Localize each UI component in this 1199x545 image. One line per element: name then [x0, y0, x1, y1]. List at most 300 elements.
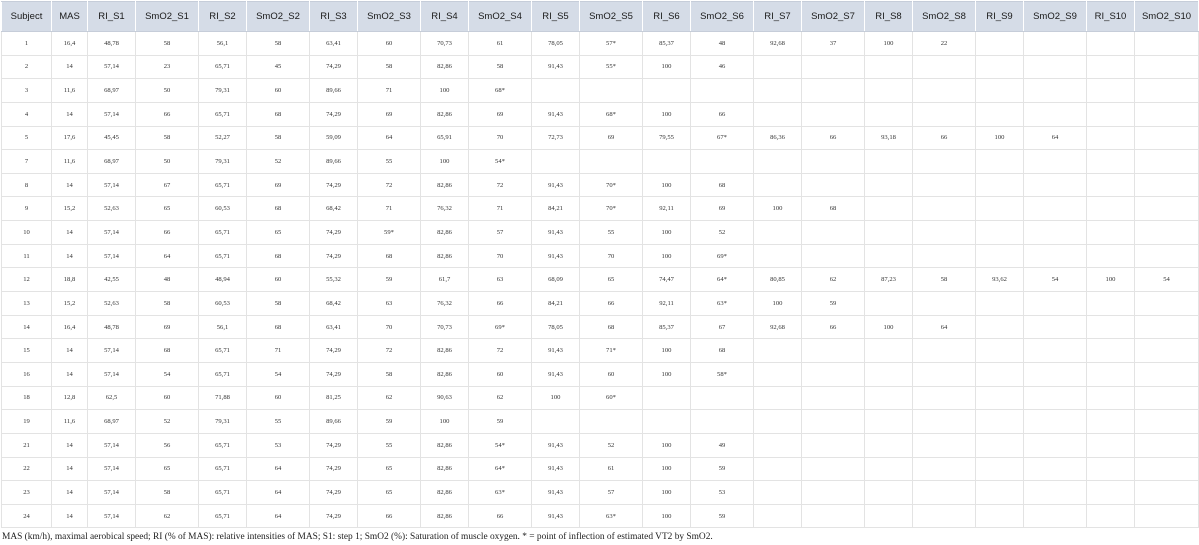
- table-cell: 71: [247, 339, 310, 363]
- table-cell: 14: [52, 504, 88, 528]
- table-cell: 70: [580, 244, 643, 268]
- table-cell: [1135, 244, 1199, 268]
- table-cell: 56,1: [199, 32, 247, 56]
- table-cell: 52,27: [199, 126, 247, 150]
- table-cell: 68*: [469, 79, 532, 103]
- table-cell: 57: [580, 481, 643, 505]
- table-cell: 85,37: [643, 315, 691, 339]
- table-cell: 58: [136, 481, 199, 505]
- table-cell: [1135, 102, 1199, 126]
- table-cell: 69: [469, 102, 532, 126]
- table-cell: 68,97: [88, 410, 136, 434]
- table-cell: [802, 457, 865, 481]
- table-cell: 68: [802, 197, 865, 221]
- table-cell: 55: [580, 221, 643, 245]
- table-cell: 60,53: [199, 292, 247, 316]
- column-header: RI_S9: [976, 2, 1024, 32]
- column-header: SmO2_S2: [247, 2, 310, 32]
- table-cell: [754, 386, 802, 410]
- table-cell: [1135, 481, 1199, 505]
- table-cell: 79,31: [199, 79, 247, 103]
- table-row: [2, 268, 1199, 292]
- table-cell: 100: [643, 55, 691, 79]
- table-cell: 82,86: [421, 102, 469, 126]
- table-cell: [913, 362, 976, 386]
- table-cell: 19: [2, 410, 52, 434]
- table-cell: 50: [136, 79, 199, 103]
- table-cell: 72: [469, 173, 532, 197]
- table-cell: 63,41: [310, 32, 358, 56]
- table-cell: [976, 362, 1024, 386]
- table-cell: [1087, 173, 1135, 197]
- table-cell: [865, 102, 913, 126]
- table-cell: 52: [247, 150, 310, 174]
- table-cell: 66: [580, 292, 643, 316]
- table-cell: 15: [2, 339, 52, 363]
- table-cell: 63*: [469, 481, 532, 505]
- table-cell: [754, 410, 802, 434]
- table-cell: 68: [247, 244, 310, 268]
- table-cell: [1135, 221, 1199, 245]
- table-cell: 91,43: [532, 102, 580, 126]
- table-cell: 100: [643, 339, 691, 363]
- table-cell: [802, 481, 865, 505]
- table-cell: 53: [247, 433, 310, 457]
- table-cell: 100: [421, 150, 469, 174]
- column-header: RI_S1: [88, 2, 136, 32]
- table-cell: [913, 457, 976, 481]
- table-cell: [1024, 339, 1087, 363]
- table-cell: 100: [754, 197, 802, 221]
- table-cell: 57,14: [88, 504, 136, 528]
- table-cell: [802, 410, 865, 434]
- table-cell: 54*: [469, 433, 532, 457]
- table-cell: [754, 221, 802, 245]
- table-cell: 100: [643, 362, 691, 386]
- table-cell: 60: [580, 362, 643, 386]
- table-cell: 82,86: [421, 221, 469, 245]
- table-cell: 62: [136, 504, 199, 528]
- table-cell: 45: [247, 55, 310, 79]
- table-cell: 54: [136, 362, 199, 386]
- table-cell: 48,94: [199, 268, 247, 292]
- table-cell: [976, 244, 1024, 268]
- table-cell: 65,91: [421, 126, 469, 150]
- table-cell: [865, 55, 913, 79]
- table-cell: 52: [691, 221, 754, 245]
- table-cell: [754, 362, 802, 386]
- column-header: RI_S10: [1087, 2, 1135, 32]
- table-cell: 49: [691, 433, 754, 457]
- table-cell: 64: [913, 315, 976, 339]
- table-cell: 79,31: [199, 410, 247, 434]
- table-cell: 82,86: [421, 457, 469, 481]
- column-header: Subject: [2, 2, 52, 32]
- table-header: [2, 2, 1199, 32]
- table-cell: 93,62: [976, 268, 1024, 292]
- table-cell: 100: [643, 102, 691, 126]
- table-cell: 18,8: [52, 268, 88, 292]
- table-cell: [1087, 79, 1135, 103]
- table-cell: [913, 339, 976, 363]
- table-cell: 14: [52, 362, 88, 386]
- table-cell: [1087, 244, 1135, 268]
- table-cell: [976, 221, 1024, 245]
- table-cell: 70,73: [421, 315, 469, 339]
- table-cell: 67: [136, 173, 199, 197]
- column-header: RI_S6: [643, 2, 691, 32]
- table-cell: 64: [247, 504, 310, 528]
- table-cell: [1087, 410, 1135, 434]
- table-cell: 59: [802, 292, 865, 316]
- table-cell: 91,43: [532, 55, 580, 79]
- table-cell: 14: [52, 221, 88, 245]
- table-cell: [1024, 504, 1087, 528]
- table-cell: 63,41: [310, 315, 358, 339]
- table-cell: [802, 150, 865, 174]
- table-cell: 22: [2, 457, 52, 481]
- table-cell: 92,11: [643, 292, 691, 316]
- column-header: RI_S8: [865, 2, 913, 32]
- column-header: RI_S4: [421, 2, 469, 32]
- table-cell: 68: [247, 102, 310, 126]
- table-cell: 100: [643, 221, 691, 245]
- table-cell: 57,14: [88, 481, 136, 505]
- table-cell: [691, 410, 754, 434]
- table-cell: [976, 102, 1024, 126]
- table-cell: 71: [469, 197, 532, 221]
- table-cell: 60: [247, 79, 310, 103]
- table-cell: [802, 504, 865, 528]
- table-cell: 74,29: [310, 504, 358, 528]
- table-cell: 56,1: [199, 315, 247, 339]
- table-cell: 82,86: [421, 362, 469, 386]
- table-row: [2, 292, 1199, 316]
- table-cell: 57,14: [88, 339, 136, 363]
- table-cell: 65,71: [199, 244, 247, 268]
- table-cell: 100: [643, 504, 691, 528]
- table-cell: 63: [358, 292, 421, 316]
- table-cell: 91,43: [532, 339, 580, 363]
- table-cell: 78,05: [532, 32, 580, 56]
- table-cell: 12,8: [52, 386, 88, 410]
- table-cell: [802, 79, 865, 103]
- table-cell: 71: [358, 79, 421, 103]
- table-cell: 3: [2, 79, 52, 103]
- table-cell: 55*: [580, 55, 643, 79]
- table-cell: [754, 102, 802, 126]
- table-cell: 80,85: [754, 268, 802, 292]
- table-cell: [754, 173, 802, 197]
- table-cell: [1087, 362, 1135, 386]
- column-header: SmO2_S8: [913, 2, 976, 32]
- table-cell: [532, 410, 580, 434]
- table-cell: 89,66: [310, 79, 358, 103]
- table-cell: 70,73: [421, 32, 469, 56]
- table-cell: 70: [469, 126, 532, 150]
- table-cell: [976, 79, 1024, 103]
- table-cell: 11: [2, 244, 52, 268]
- table-cell: 87,23: [865, 268, 913, 292]
- table-cell: 58*: [691, 362, 754, 386]
- table-cell: [1024, 481, 1087, 505]
- table-cell: 57,14: [88, 457, 136, 481]
- table-cell: 42,55: [88, 268, 136, 292]
- table-cell: 79,31: [199, 150, 247, 174]
- table-cell: [913, 244, 976, 268]
- table-cell: 2: [2, 55, 52, 79]
- table-cell: [1087, 55, 1135, 79]
- table-cell: [1087, 315, 1135, 339]
- table-cell: 57: [469, 221, 532, 245]
- table-cell: 8: [2, 173, 52, 197]
- table-cell: 74,29: [310, 102, 358, 126]
- table-cell: 65,71: [199, 481, 247, 505]
- table-cell: 18: [2, 386, 52, 410]
- table-cell: [1087, 197, 1135, 221]
- table-cell: 63*: [691, 292, 754, 316]
- table-row: [2, 126, 1199, 150]
- table-cell: [754, 481, 802, 505]
- table-cell: 58: [469, 55, 532, 79]
- table-cell: 14: [52, 339, 88, 363]
- table-cell: [1024, 244, 1087, 268]
- table-cell: [754, 55, 802, 79]
- table-cell: [913, 79, 976, 103]
- table-cell: [976, 32, 1024, 56]
- table-cell: 91,43: [532, 457, 580, 481]
- table-cell: 74,29: [310, 433, 358, 457]
- table-cell: 52: [580, 433, 643, 457]
- table-cell: 23: [136, 55, 199, 79]
- table-cell: 65,71: [199, 504, 247, 528]
- table-cell: 50: [136, 150, 199, 174]
- table-cell: 69: [691, 197, 754, 221]
- table-cell: [913, 221, 976, 245]
- table-cell: [865, 244, 913, 268]
- table-cell: [913, 55, 976, 79]
- column-header: SmO2_S5: [580, 2, 643, 32]
- table-cell: 14: [52, 244, 88, 268]
- table-cell: 62,5: [88, 386, 136, 410]
- table-cell: [865, 292, 913, 316]
- table-cell: 91,43: [532, 481, 580, 505]
- table-cell: [976, 504, 1024, 528]
- table-cell: 74,47: [643, 268, 691, 292]
- table-cell: 100: [643, 244, 691, 268]
- table-cell: [1135, 55, 1199, 79]
- table-cell: 100: [421, 79, 469, 103]
- table-cell: 60*: [580, 386, 643, 410]
- table-cell: [976, 197, 1024, 221]
- table-cell: 58: [247, 32, 310, 56]
- table-cell: 64: [247, 457, 310, 481]
- table-cell: [1087, 221, 1135, 245]
- table-cell: [865, 504, 913, 528]
- table-cell: 64*: [469, 457, 532, 481]
- table-cell: [1135, 150, 1199, 174]
- table-cell: [1024, 386, 1087, 410]
- table-cell: 65,71: [199, 102, 247, 126]
- table-cell: 82,86: [421, 504, 469, 528]
- table-cell: 65,71: [199, 433, 247, 457]
- table-cell: [1024, 457, 1087, 481]
- table-cell: [976, 315, 1024, 339]
- table-cell: 74,29: [310, 457, 358, 481]
- table-cell: 12: [2, 268, 52, 292]
- table-cell: 91,43: [532, 362, 580, 386]
- table-cell: 14: [52, 102, 88, 126]
- table-cell: [913, 504, 976, 528]
- table-cell: 65: [136, 197, 199, 221]
- table-cell: 66: [802, 126, 865, 150]
- table-row: [2, 433, 1199, 457]
- table-cell: 62: [802, 268, 865, 292]
- table-body: [2, 32, 1199, 528]
- table-row: [2, 173, 1199, 197]
- table-cell: [802, 173, 865, 197]
- table-cell: 84,21: [532, 197, 580, 221]
- table-cell: 4: [2, 102, 52, 126]
- table-cell: [976, 386, 1024, 410]
- table-row: [2, 386, 1199, 410]
- table-cell: [865, 173, 913, 197]
- table-cell: 100: [643, 457, 691, 481]
- table-cell: [691, 150, 754, 174]
- table-cell: 100: [643, 173, 691, 197]
- table-cell: [754, 339, 802, 363]
- table-cell: [1024, 292, 1087, 316]
- table-cell: 74,29: [310, 339, 358, 363]
- table-cell: 58: [136, 32, 199, 56]
- table-cell: 60: [247, 268, 310, 292]
- table-cell: 15,2: [52, 197, 88, 221]
- table-cell: [643, 79, 691, 103]
- table-cell: 62: [358, 386, 421, 410]
- table-cell: 57*: [580, 32, 643, 56]
- column-header: SmO2_S3: [358, 2, 421, 32]
- table-cell: 60: [136, 386, 199, 410]
- table-cell: [1135, 339, 1199, 363]
- table-cell: 82,86: [421, 433, 469, 457]
- table-cell: [1024, 221, 1087, 245]
- table-cell: 86,36: [754, 126, 802, 150]
- table-cell: 66: [802, 315, 865, 339]
- table-cell: 74,29: [310, 173, 358, 197]
- table-cell: [976, 457, 1024, 481]
- table-cell: [913, 386, 976, 410]
- column-header: SmO2_S10: [1135, 2, 1199, 32]
- table-cell: [976, 173, 1024, 197]
- table-cell: [913, 292, 976, 316]
- table-cell: 66: [136, 102, 199, 126]
- table-cell: 64*: [691, 268, 754, 292]
- table-cell: 61,7: [421, 268, 469, 292]
- table-cell: 1: [2, 32, 52, 56]
- table-cell: 14: [52, 173, 88, 197]
- table-cell: 90,63: [421, 386, 469, 410]
- table-cell: 68,97: [88, 150, 136, 174]
- table-cell: 65,71: [199, 173, 247, 197]
- table-cell: 89,66: [310, 150, 358, 174]
- table-cell: 57,14: [88, 433, 136, 457]
- table-cell: 92,68: [754, 32, 802, 56]
- table-cell: 100: [976, 126, 1024, 150]
- table-cell: 74,29: [310, 362, 358, 386]
- table-cell: 68,42: [310, 197, 358, 221]
- table-cell: 70*: [580, 173, 643, 197]
- table-cell: [913, 150, 976, 174]
- table-cell: [865, 386, 913, 410]
- table-cell: 64: [1024, 126, 1087, 150]
- table-row: [2, 481, 1199, 505]
- table-cell: 48,78: [88, 315, 136, 339]
- table-cell: 76,32: [421, 197, 469, 221]
- table-cell: [976, 150, 1024, 174]
- table-cell: 92,11: [643, 197, 691, 221]
- table-cell: 60: [358, 32, 421, 56]
- table-cell: 59: [358, 410, 421, 434]
- table-cell: 84,21: [532, 292, 580, 316]
- table-cell: 66: [469, 292, 532, 316]
- table-cell: 82,86: [421, 55, 469, 79]
- table-cell: [1087, 150, 1135, 174]
- column-header: RI_S2: [199, 2, 247, 32]
- table-cell: 72: [358, 339, 421, 363]
- table-cell: [913, 481, 976, 505]
- table-row: [2, 315, 1199, 339]
- table-cell: [1087, 457, 1135, 481]
- table-cell: 59*: [358, 221, 421, 245]
- table-cell: [1135, 315, 1199, 339]
- table-cell: [976, 433, 1024, 457]
- table-cell: [1024, 173, 1087, 197]
- table-cell: [802, 433, 865, 457]
- table-cell: 37: [802, 32, 865, 56]
- table-cell: [1087, 433, 1135, 457]
- table-cell: 65,71: [199, 362, 247, 386]
- table-cell: [1135, 79, 1199, 103]
- table-cell: [1024, 79, 1087, 103]
- table-cell: 58: [358, 362, 421, 386]
- table-cell: 10: [2, 221, 52, 245]
- table-cell: [1024, 362, 1087, 386]
- table-cell: 21: [2, 433, 52, 457]
- table-cell: 58: [913, 268, 976, 292]
- table-cell: [754, 150, 802, 174]
- table-cell: 85,37: [643, 32, 691, 56]
- table-cell: 57,14: [88, 102, 136, 126]
- table-cell: [1087, 102, 1135, 126]
- table-cell: 76,32: [421, 292, 469, 316]
- table-cell: [580, 79, 643, 103]
- table-row: [2, 197, 1199, 221]
- table-cell: [580, 410, 643, 434]
- table-cell: 100: [1087, 268, 1135, 292]
- table-cell: [532, 79, 580, 103]
- table-cell: [1024, 55, 1087, 79]
- table-cell: [1135, 433, 1199, 457]
- table-cell: 65,71: [199, 457, 247, 481]
- table-cell: 13: [2, 292, 52, 316]
- table-cell: 68,09: [532, 268, 580, 292]
- table-cell: 58: [247, 126, 310, 150]
- table-cell: [580, 150, 643, 174]
- column-header: RI_S5: [532, 2, 580, 32]
- table-cell: 54: [1135, 268, 1199, 292]
- table-cell: 65,71: [199, 339, 247, 363]
- table-cell: 53: [691, 481, 754, 505]
